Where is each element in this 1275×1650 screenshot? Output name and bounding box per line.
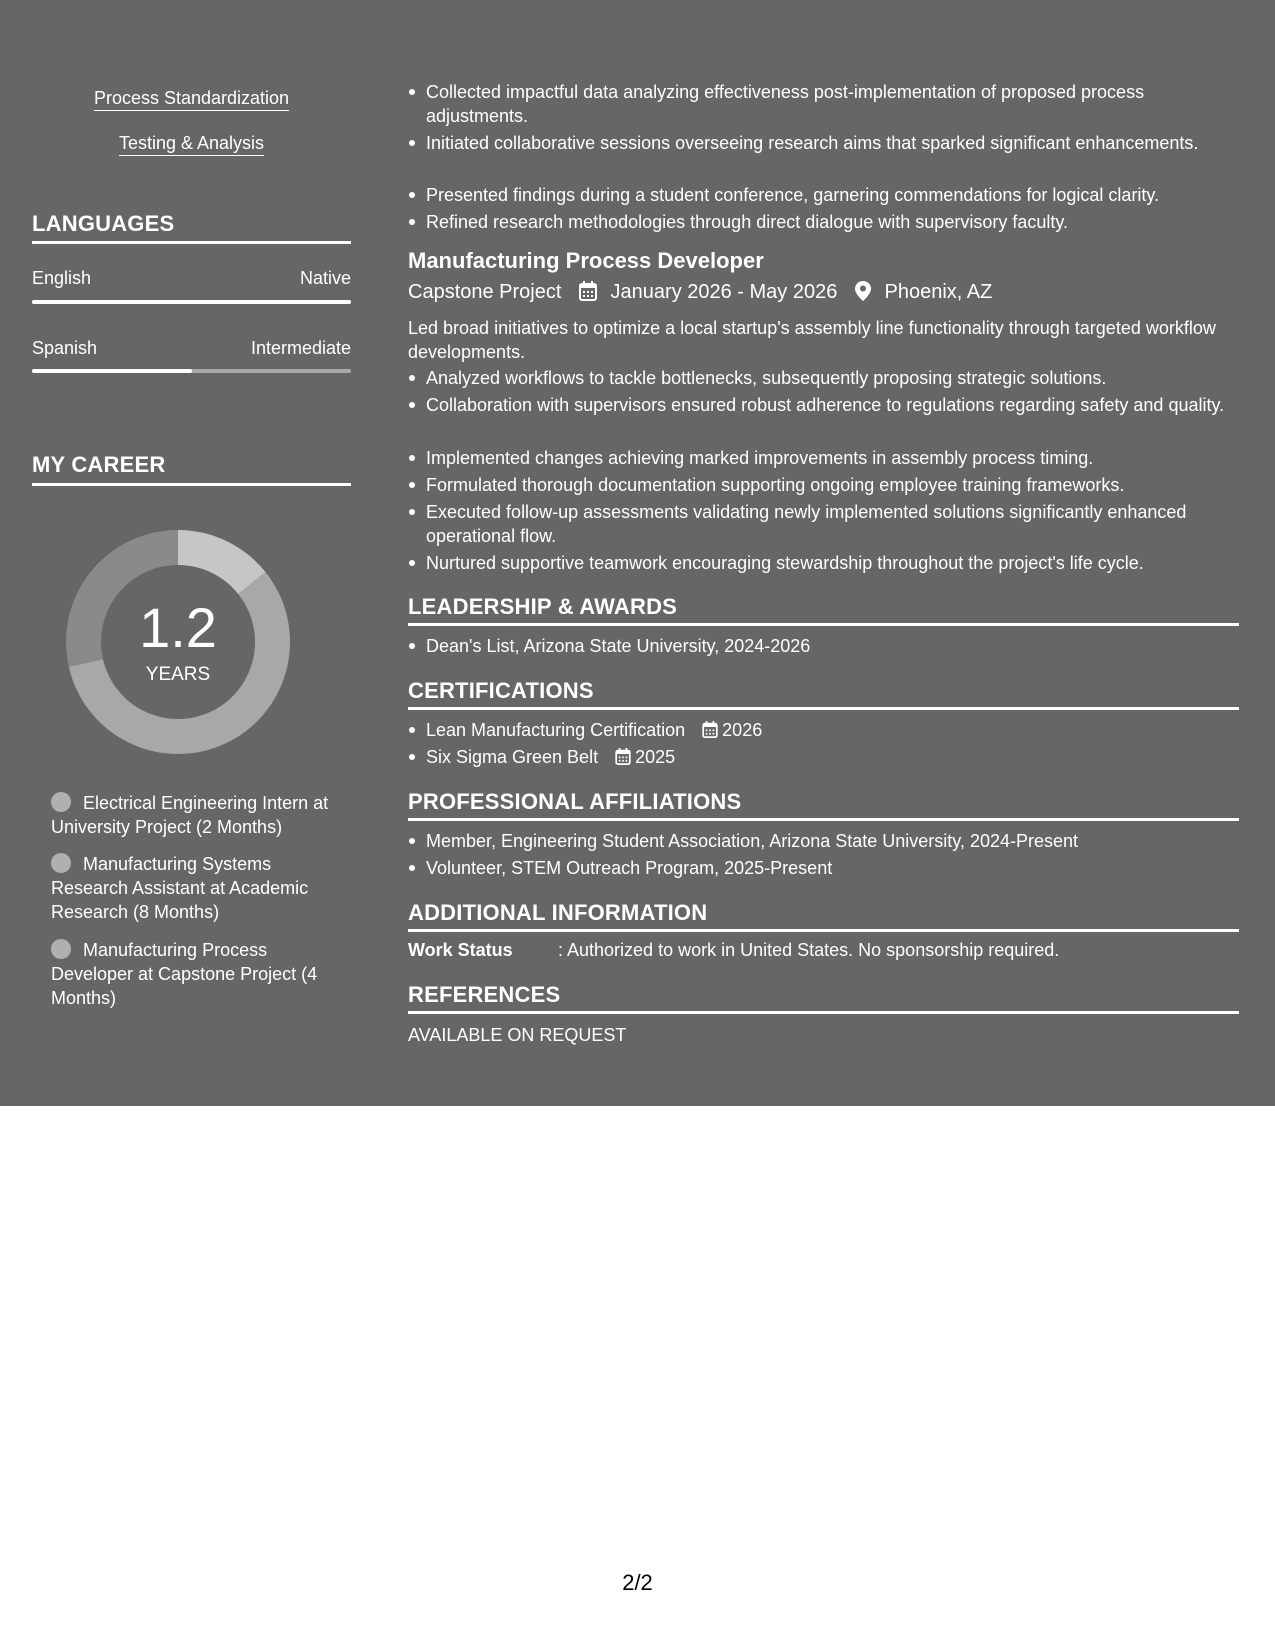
calendar-icon [615,747,631,771]
list-item: Collaboration with supervisors ensured robust adherence to regulations regarding safety and quality. [426,393,1238,417]
legend-dot [51,939,71,959]
work-status-row [408,940,1059,961]
section-divider [32,241,351,244]
proficiency-fill [32,369,192,373]
list-item: Executed follow-up assessments validating newly implemented solutions significantly enhanced operational flow. [426,500,1238,548]
section-divider [32,483,351,486]
list-item: Formulated thorough documentation supporting ongoing employee training frameworks. [426,473,1238,497]
list-item: Analyzed workflows to tackle bottlenecks, subsequently proposing strategic solutions. [426,366,1238,390]
legend-dot [51,792,71,812]
career-legend-item: Manufacturing Process Developer at Capstone Project (4 Months) [51,940,318,1008]
list-item: Volunteer, STEM Outreach Program, 2025-Present [426,856,1238,880]
affiliations-heading: PROFESSIONAL AFFILIATIONS [408,789,742,814]
proficiency-fill [32,300,351,304]
certification-name: Lean Manufacturing Certification [426,720,686,740]
work-status-value: : Authorized to work in United States. No sponsorship required. [558,940,1060,960]
list-item: Member, Engineering Student Association, Arizona State University, 2024-Present [426,829,1238,853]
list-item [426,718,1238,744]
page-number: 2/2 [622,1570,653,1595]
job-location: Phoenix, AZ [884,281,993,303]
language-level: Intermediate [250,338,351,358]
career-years-label: YEARS [145,664,211,685]
language-proficiency-bar [32,369,351,373]
leadership-heading: LEADERSHIP & AWARDS [408,594,678,619]
language-name: Spanish [32,338,98,358]
job-dates: January 2026 - May 2026 [610,281,838,303]
section-divider [408,623,1239,626]
location-pin-icon [855,281,871,307]
certification-name: Six Sigma Green Belt [426,747,599,767]
career-legend-item: Manufacturing Systems Research Assistant at Academic Research (8 Months) [51,854,309,922]
job-company: Capstone Project [408,281,562,303]
section-divider [408,818,1239,821]
list-item: Implemented changes achieving marked improvements in assembly process timing. [426,446,1238,470]
list-item: Dean's List, Arizona State University, 2024-2026 [426,634,1238,658]
skill-item: Testing & Analysis [32,133,351,154]
list-item: Presented findings during a student conference, garnering commendations for logical clarity. [426,183,1238,207]
calendar-icon [702,720,718,744]
calendar-icon [579,281,597,307]
legend-dot [51,853,71,873]
certification-year: 2026 [722,720,763,740]
career-heading: MY CAREER [32,452,166,477]
job-meta [408,281,992,307]
certification-year: 2025 [635,747,676,767]
languages-heading: LANGUAGES [32,211,175,236]
career-legend-item: Electrical Engineering Intern at University Project (2 Months) [51,793,329,837]
list-item: Collected impactful data analyzing effectiveness post-implementation of proposed process adjustments. [426,80,1238,128]
certifications-heading: CERTIFICATIONS [408,678,594,703]
work-status-label: Work Status [408,940,513,960]
job-title: Manufacturing Process Developer [408,248,764,273]
list-item: Initiated collaborative sessions overseeing research aims that sparked significant enhancements. [426,131,1238,155]
references-text: AVAILABLE ON REQUEST [408,1025,627,1045]
additional-info-heading: ADDITIONAL INFORMATION [408,900,708,925]
skill-item: Process Standardization [32,88,351,109]
job-summary: Led broad initiatives to optimize a local startup's assembly line functionality through targeted workflow developments. [408,318,1216,362]
section-divider [408,1011,1239,1014]
career-total-years: 1.2 [139,596,217,659]
list-item [426,745,1238,771]
references-heading: REFERENCES [408,982,561,1007]
list-item: Refined research methodologies through direct dialogue with supervisory faculty. [426,210,1238,234]
section-divider [408,929,1239,932]
language-level: Native [299,268,351,288]
language-name: English [32,268,92,288]
list-item: Nurtured supportive teamwork encouraging stewardship throughout the project's life cycle. [426,551,1238,575]
language-proficiency-bar [32,300,351,304]
section-divider [408,707,1239,710]
